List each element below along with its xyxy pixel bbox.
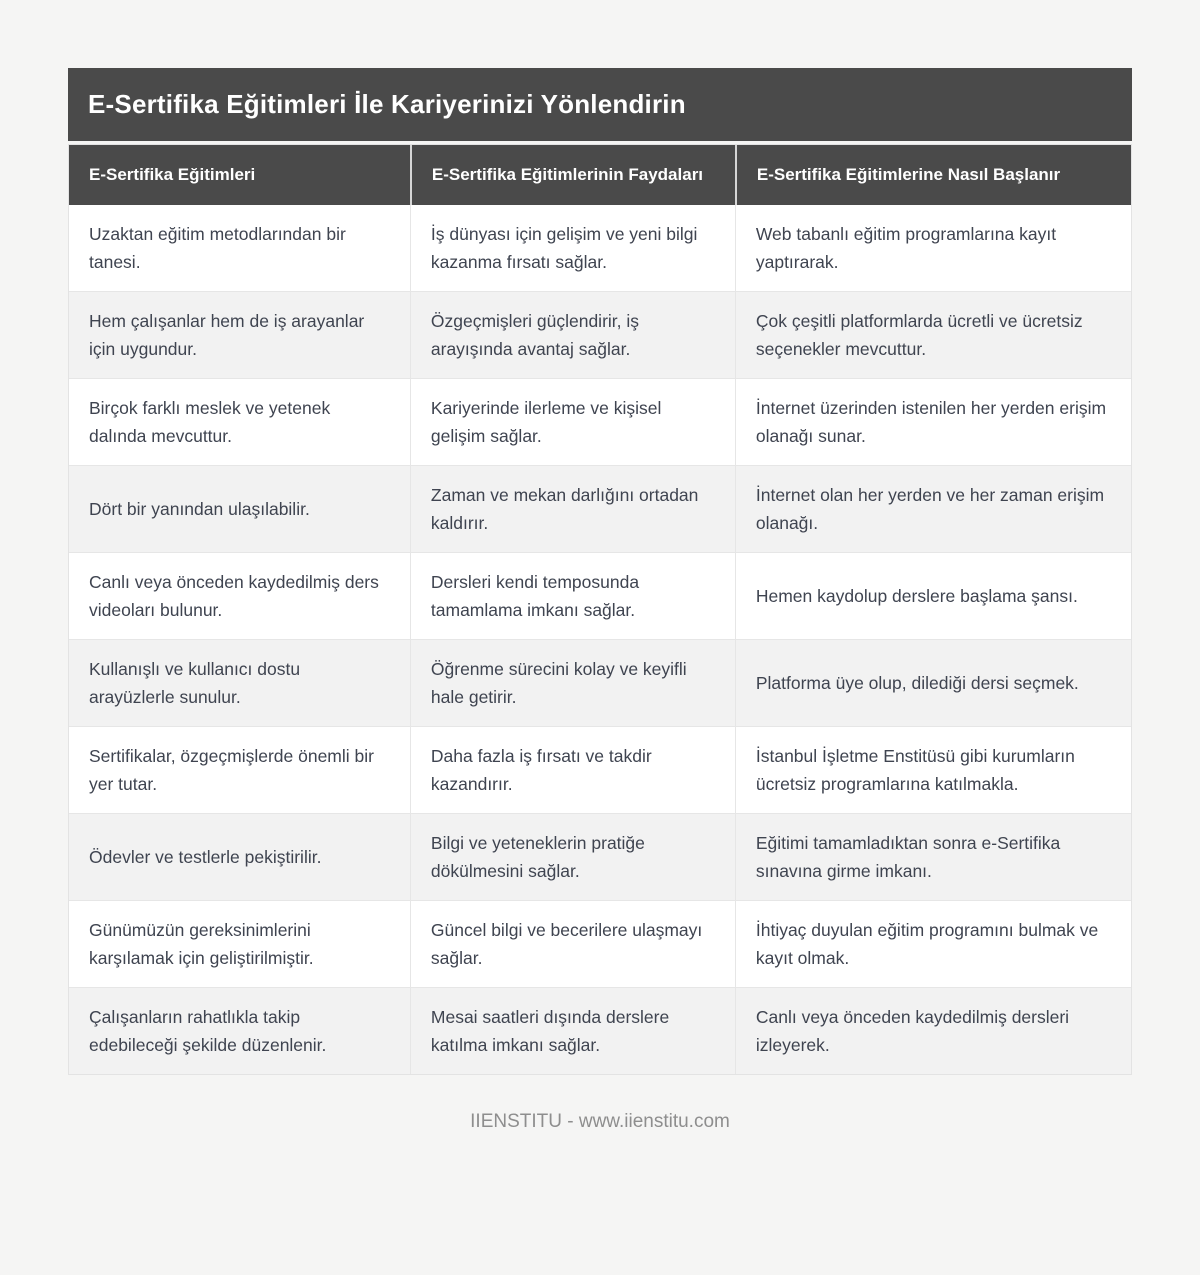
table-cell: Günümüzün gereksinimlerini karşılamak için geliştirilmiştir. — [69, 900, 410, 987]
table-cell: İhtiyaç duyulan eğitim programını bulmak ve kayıt olmak. — [735, 900, 1131, 987]
table-cell: Hem çalışanlar hem de iş arayanlar için uygundur. — [69, 291, 410, 378]
table-row — [69, 987, 1131, 1074]
table-row — [69, 726, 1131, 813]
column-header-e-sertifika-egitimleri: E-Sertifika Eğitimleri — [69, 145, 410, 205]
table-cell: Daha fazla iş fırsatı ve takdir kazandırır. — [410, 726, 735, 813]
table-cell: İş dünyası için gelişim ve yeni bilgi kazanma fırsatı sağlar. — [410, 205, 735, 291]
table-cell: Kullanışlı ve kullanıcı dostu arayüzlerle sunulur. — [69, 639, 410, 726]
table-cell: Platforma üye olup, dilediği dersi seçmek. — [735, 639, 1131, 726]
table-cell: Çalışanların rahatlıkla takip edebileceği şekilde düzenlenir. — [69, 987, 410, 1074]
table-cell: Mesai saatleri dışında derslere katılma imkanı sağlar. — [410, 987, 735, 1074]
table-cell: Özgeçmişleri güçlendirir, iş arayışında avantaj sağlar. — [410, 291, 735, 378]
table-row — [69, 900, 1131, 987]
table-cell: Çok çeşitli platformlarda ücretli ve ücretsiz seçenekler mevcuttur. — [735, 291, 1131, 378]
table-header-row — [69, 145, 1131, 205]
table-row — [69, 378, 1131, 465]
table-cell: İstanbul İşletme Enstitüsü gibi kurumların ücretsiz programlarına katılmakla. — [735, 726, 1131, 813]
table-header — [69, 145, 1131, 205]
table-cell: Bilgi ve yeteneklerin pratiğe dökülmesini sağlar. — [410, 813, 735, 900]
table-cell: Eğitimi tamamladıktan sonra e-Sertifika sınavına girme imkanı. — [735, 813, 1131, 900]
table-cell: Hemen kaydolup derslere başlama şansı. — [735, 552, 1131, 639]
table-cell: Canlı veya önceden kaydedilmiş dersleri izleyerek. — [735, 987, 1131, 1074]
table-row — [69, 291, 1131, 378]
table-cell: Güncel bilgi ve becerilere ulaşmayı sağlar. — [410, 900, 735, 987]
table-row — [69, 552, 1131, 639]
table-cell: İnternet olan her yerden ve her zaman erişim olanağı. — [735, 465, 1131, 552]
table-row — [69, 205, 1131, 291]
table-cell: Birçok farklı meslek ve yetenek dalında mevcuttur. — [69, 378, 410, 465]
table-cell: Ödevler ve testlerle pekiştirilir. — [69, 813, 410, 900]
page-title: E-Sertifika Eğitimleri İle Kariyerinizi Yönlendirin — [68, 68, 1132, 141]
column-header-faydalari: E-Sertifika Eğitimlerinin Faydaları — [410, 145, 735, 205]
table-row — [69, 465, 1131, 552]
footer-site-credit: IIENSTITU - www.iienstitu.com — [470, 1110, 730, 1132]
content-sheet — [68, 0, 1132, 1173]
table-cell: Dersleri kendi temposunda tamamlama imkanı sağlar. — [410, 552, 735, 639]
table-cell: Dört bir yanından ulaşılabilir. — [69, 465, 410, 552]
table-cell: Sertifikalar, özgeçmişlerde önemli bir yer tutar. — [69, 726, 410, 813]
table-cell: Kariyerinde ilerleme ve kişisel gelişim sağlar. — [410, 378, 735, 465]
table-cell: Öğrenme sürecini kolay ve keyifli hale getirir. — [410, 639, 735, 726]
table-cell: İnternet üzerinden istenilen her yerden erişim olanağı sunar. — [735, 378, 1131, 465]
table-row — [69, 813, 1131, 900]
table-row — [69, 639, 1131, 726]
table-cell: Canlı veya önceden kaydedilmiş ders videoları bulunur. — [69, 552, 410, 639]
table-cell: Web tabanlı eğitim programlarına kayıt yaptırarak. — [735, 205, 1131, 291]
table-cell: Uzaktan eğitim metodlarından bir tanesi. — [69, 205, 410, 291]
column-header-nasil-baslanir: E-Sertifika Eğitimlerine Nasıl Başlanır — [735, 145, 1131, 205]
table-body — [69, 205, 1131, 1074]
e-certificate-comparison-table — [68, 144, 1132, 1075]
table-cell: Zaman ve mekan darlığını ortadan kaldırır. — [410, 465, 735, 552]
